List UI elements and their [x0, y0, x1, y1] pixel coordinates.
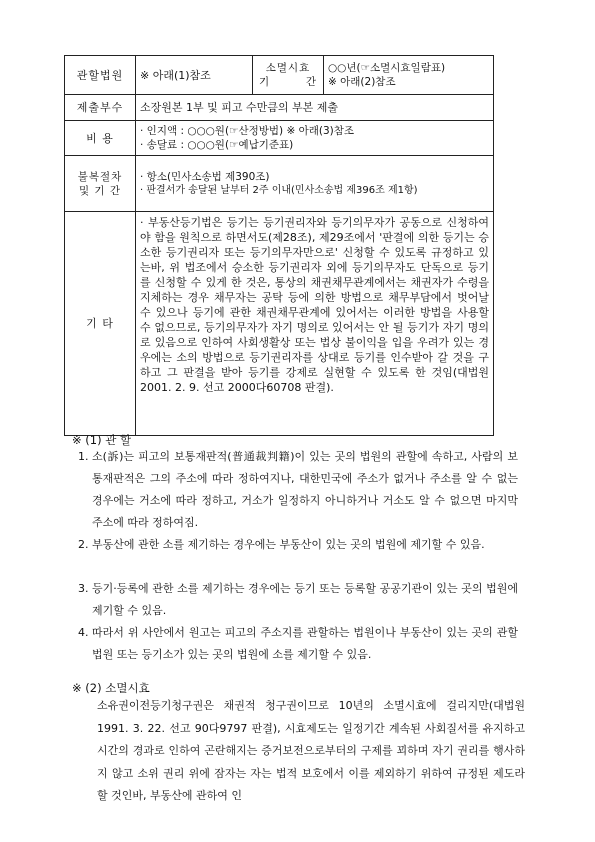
limitation-label: 소멸시효 기 간	[253, 56, 324, 95]
copies-value: 소장원본 1부 및 피고 수만큼의 부본 제출	[136, 95, 494, 121]
court-label: 관할법원	[65, 56, 136, 95]
limitation-value: ○○년(☞소멸시효일람표) ※ 아래(2)참조	[324, 56, 494, 95]
list-item: 2. 부동산에 관한 소를 제기하는 경우에는 부동산이 있는 곳의 법원에 제기할 수 있음.	[78, 538, 485, 551]
section-limitation-heading: ※ (2) 소멸시효	[72, 681, 150, 695]
cost-label: 비 용	[65, 121, 136, 156]
section-jurisdiction-heading: ※ (1) 관 할	[72, 433, 132, 447]
list-item: 3. 등기·등록에 관한 소를 제기하는 경우에는 등기 또는 등록할 공공기관이 있는 곳의 법원에 제기할 수 있음.	[78, 582, 518, 617]
info-table	[64, 55, 494, 436]
list-item: 4. 따라서 위 사안에서 원고는 피고의 주소지를 관할하는 법원이나 부동산이 있는 곳의 관할 법원 또는 등기소가 있는 곳의 법원에 소를 제기할 수 있음.	[78, 626, 518, 661]
etc-value: · 부동산등기법은 등기는 등기권리자와 등기의무자가 공동으로 신청하여야 함을 원칙으로 하면서도(제28조), 제29조에서 '판결에 의한 등기는 승소한 등기권리자 또는 등기의무자만으로' 신청할 수 있도록 규정하고 있는바, 위 법조에서 승소한 등기권리자 외에 등기의무자도 단독으로 등기를 신청할 수 있게 한 것은, 통상의 채권채무관계에서는 채권자가 수령을 지체하는 경우 채무자는 공탁 등에 의한 방법으로 채무부담에서 벗어날 수 있으나 등기에 관한 채권채무관계에 있어서는 이러한 방법을 사용할 수 없으므로, 등기의무자가 자기 명의로 있어서는 안 될 등기가 자기 명의로 있음으로 인하여 사회생활상 또는 법상 불이익을 입을 우려가 있는 경우에는 소의 방법으로 등기권리자를 상대로 등기를 인수받아 갈 것을 구하고 그 판결을 받아 등기를 강제로 실현할 수 있도록 한 것임(대법원 2001. 2. 9. 선고 2000다60708 판결).	[136, 212, 494, 436]
appeal-value: · 항소(민사소송법 제390조) · 판결서가 송달된 날부터 2주 이내(민사소송법 제396조 제1항)	[136, 156, 494, 212]
limitation-paragraph: 소유권이전등기청구권은 채권적 청구권이므로 10년의 소멸시효에 걸리지만(대법원 1991. 3. 22. 선고 90다9797 판결), 시효제도는 일정기간 계속된 사회질서를 유지하고 시간의 경과로 인하여 곤란해지는 증거보전으로부터의 구제를 꾀하며 자기 권리를 행사하지 않고 소위 권리 위에 잠자는 자는 법적 보호에서 이를 제외하기 위하여 규정된 제도라 할 것인바, 부동산에 관하여 인	[97, 699, 525, 802]
court-value: ※ 아래(1)참조	[136, 56, 253, 95]
appeal-label: 불복절차 및 기 간	[65, 156, 136, 212]
cost-value: · 인지액 : ○○○원(☞산정방법) ※ 아래(3)참조 · 송달료 : ○○○원(☞예납기준표)	[136, 121, 494, 156]
copies-label: 제출부수	[65, 95, 136, 121]
etc-label: 기 타	[65, 212, 136, 436]
list-item: 1. 소(訴)는 피고의 보통재판적(普通裁判籍)이 있는 곳의 법원의 관할에 속하고, 사람의 보통재판적은 그의 주소에 따라 정하여지나, 대한민국에 주소가 없거나 주소를 알 수 없는 경우에는 거소에 따라 정하고, 거소가 일정하지 아니하거나 거소도 알 수 없으면 마지막 주소에 따라 정하여짐.	[78, 450, 518, 529]
